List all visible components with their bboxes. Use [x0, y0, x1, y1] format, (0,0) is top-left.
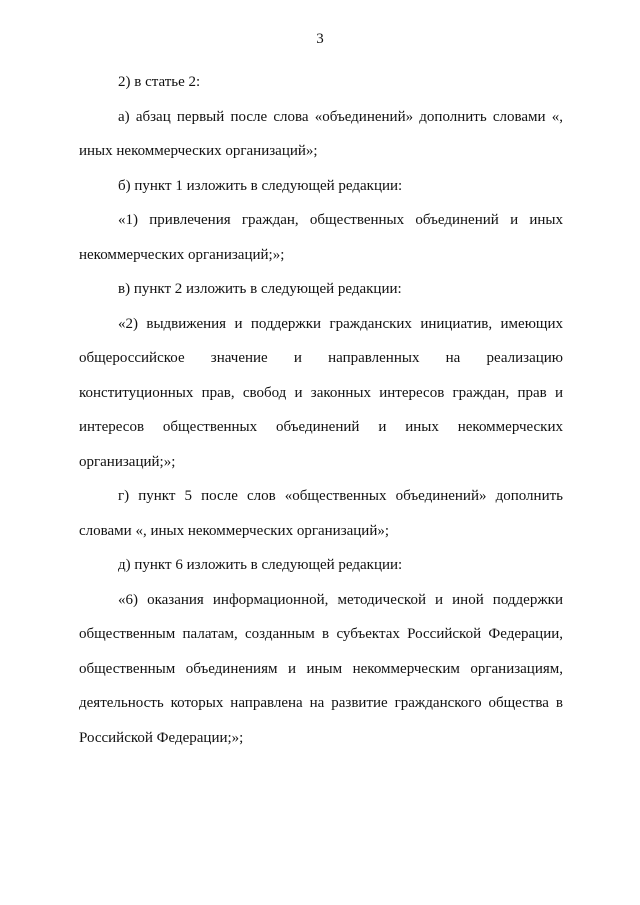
paragraph-item-d: д) пункт 6 изложить в следующей редакции:	[118, 557, 403, 573]
paragraph-point-2-text: «2) выдвижения и поддержки гражданских инициатив, имеющих общероссийское значение и направленных на реализацию конституционных прав, свобод и законных интересов граждан, прав и интересов общественных объединений и иных некоммерческих организаций;»;	[79, 315, 563, 470]
paragraph-article-2-intro: 2) в статье 2:	[118, 74, 201, 90]
paragraph-item-g: г) пункт 5 после слов «общественных объединений» дополнить словами «, иных некоммерческих организаций»;	[79, 488, 563, 539]
paragraph-item-b: б) пункт 1 изложить в следующей редакции:	[118, 177, 403, 194]
page-number: 3	[316, 31, 324, 47]
paragraph-item-v: в) пункт 2 изложить в следующей редакции:	[118, 281, 402, 297]
paragraph-item-a: а) абзац первый после слова «объединений» дополнить словами «, иных некоммерческих организаций»;	[79, 108, 563, 159]
paragraph-point-1-text: «1) привлечения граждан, общественных объединений и иных некоммерческих организаций;»;	[79, 212, 563, 263]
document-body	[79, 65, 563, 755]
paragraph-point-6-text: «6) оказания информационной, методической и иной поддержки общественным палатам, созданным в субъектах Российской Федерации, общественным объединениям и иным некоммерческим организациям, деятельность которых направлена на развитие гражданского общества в Российской Федерации;»;	[79, 591, 563, 746]
